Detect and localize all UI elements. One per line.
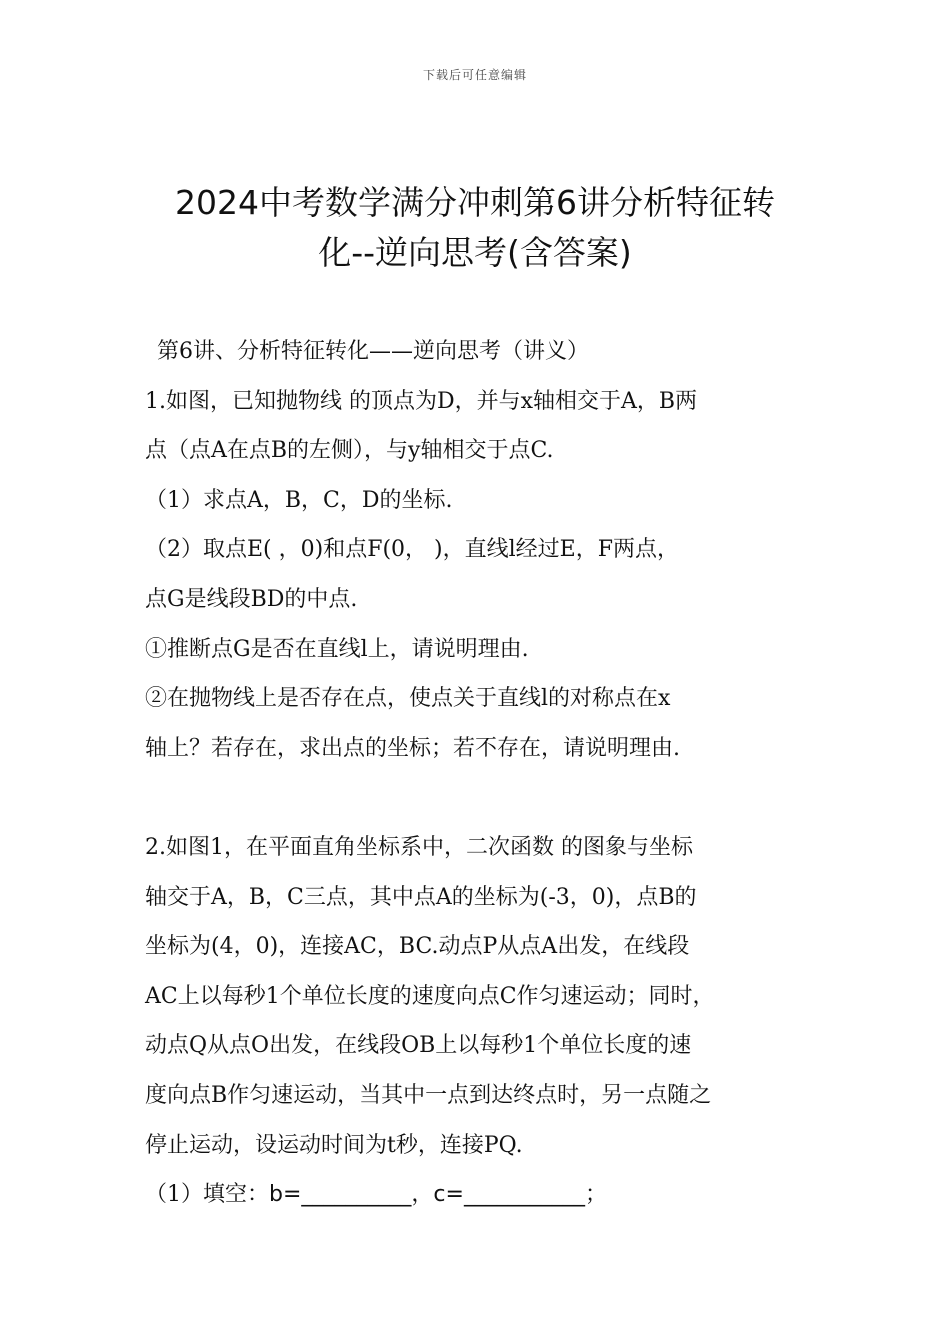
problem-1-part-2: （2）取点E( ，0)和点F(0， )，直线l经过E，F两点， (145, 537, 679, 563)
fill-blank-prefix: （1）填空： (145, 1182, 269, 1208)
problem-2-section (145, 823, 825, 1220)
c-answer-blank: c=___________ (433, 1182, 585, 1208)
problem-2-part-1-fill-blank (145, 1170, 825, 1220)
problem-1-line: 1.如图，已知抛物线 的顶点为D，并与x轴相交于A，B两 (145, 388, 698, 414)
problem-2-line: 停止运动，设运动时间为t秒，连接PQ. (145, 1132, 523, 1158)
problem-2-line: AC上以每秒1个单位长度的速度向点C作匀速运动；同时， (145, 983, 715, 1009)
b-answer-blank: b=__________ (269, 1182, 412, 1208)
problem-1-line: 点G是线段BD的中点. (145, 586, 358, 612)
page-header-note: 下载后可任意编辑 (422, 68, 527, 82)
problem-1-section (145, 327, 825, 773)
problem-2-line: 动点Q从点O出发，在线段OB上以每秒1个单位长度的速 (145, 1033, 692, 1059)
problem-1-subpart-1: ①推断点G是否在直线l上，请说明理由. (145, 636, 529, 662)
problem-1-line: 轴上？若存在，求出点的坐标；若不存在，请说明理由. (145, 735, 680, 761)
title-line-1: 2024中考数学满分冲刺第6讲分析特征转 (175, 183, 775, 222)
problem-1-line: 点（点A在点B的左侧），与y轴相交于点C. (145, 438, 554, 464)
lecture-heading: 第6讲、分析特征转化——逆向思考（讲义） (157, 339, 589, 364)
problem-2-line: 坐标为(4，0)，连接AC，BC.动点P从点A出发，在线段 (145, 934, 690, 960)
problem-2-line: 2.如图1，在平面直角坐标系中，二次函数 的图象与坐标 (145, 835, 693, 860)
problem-2-line: 轴交于A，B，C三点，其中点A的坐标为(-3，0)，点B的 (145, 884, 697, 910)
title-line-2: 化--逆向思考(含答案) (318, 233, 632, 272)
fill-blank-separator: ， (411, 1182, 434, 1208)
problem-1-subpart-2: ②在抛物线上是否存在点，使点关于直线l的对称点在x (145, 686, 671, 712)
fill-blank-end: ； (584, 1182, 607, 1208)
problem-1-part-1: （1）求点A，B，C，D的坐标. (145, 487, 453, 513)
problem-2-line: 度向点B作匀速运动，当其中一点到达终点时，另一点随之 (145, 1082, 712, 1108)
document-title (100, 178, 850, 278)
